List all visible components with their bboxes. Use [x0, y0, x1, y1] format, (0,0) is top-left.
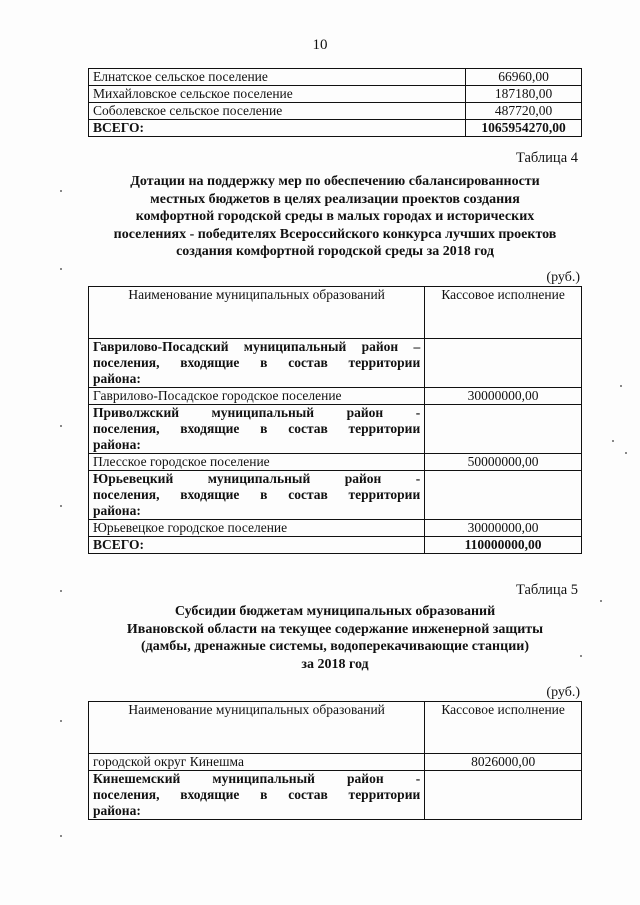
table4-unit: (руб.): [546, 270, 580, 285]
table-cell-name: Гаврилово-Посадское городское поселение: [89, 388, 425, 405]
scan-speck: [580, 655, 582, 657]
table-row: [89, 86, 582, 103]
district-line: района:: [93, 803, 141, 818]
district-line: Гаврилово-Посадский муниципальный район –: [93, 339, 421, 354]
scan-speck: [60, 720, 62, 722]
district-line: поселения, входящие в состав территории: [93, 421, 421, 436]
scan-speck: [60, 590, 62, 592]
scan-speck: [625, 452, 627, 454]
scan-speck: [60, 268, 62, 270]
district-cell: [89, 471, 425, 520]
table-row: [89, 103, 582, 120]
table-cell-name: городской округ Кинешма: [89, 754, 425, 771]
table-cell-value: 487720,00: [466, 103, 582, 120]
table-cell-value: 30000000,00: [425, 388, 582, 405]
table5-caption: Таблица 5: [515, 582, 578, 598]
column-header-name: Наименование муниципальных образований: [89, 702, 425, 754]
table-cell-name: Соболевское сельское поселение: [89, 103, 466, 120]
district-cell: [89, 771, 425, 820]
district-row: [89, 339, 582, 388]
table-header-row: [89, 702, 582, 754]
total-label: ВСЕГО:: [89, 120, 466, 137]
district-line: Приволжский муниципальный район -: [93, 405, 421, 420]
empty-cell: [425, 339, 582, 388]
total-value: 1065954270,00: [466, 120, 582, 137]
table4-title: [88, 173, 582, 261]
district-row: [89, 771, 582, 820]
district-line: поселения, входящие в состав территории: [93, 787, 421, 802]
district-line: района:: [93, 437, 141, 452]
total-row: [89, 537, 582, 554]
table-cell-value: 50000000,00: [425, 454, 582, 471]
title-line: поселениях - победителях Всероссийского конкурса лучших проектов: [113, 226, 557, 242]
table-cell-value: 8026000,00: [425, 754, 582, 771]
total-row: [89, 120, 582, 137]
scan-speck: [60, 190, 62, 192]
table3-tail: [88, 68, 582, 137]
total-value: 110000000,00: [425, 537, 582, 554]
title-line: Дотации на поддержку мер по обеспечению сбалансированности: [130, 174, 540, 189]
district-cell: [89, 405, 425, 454]
table5: [88, 701, 582, 820]
scan-speck: [620, 385, 622, 387]
table-row: [89, 520, 582, 537]
empty-cell: [425, 771, 582, 820]
table-cell-value: 187180,00: [466, 86, 582, 103]
page-number: 10: [312, 37, 328, 53]
district-line: района:: [93, 371, 141, 386]
column-header-value: Кассовое исполнение: [425, 702, 582, 754]
table4-caption: Таблица 4: [515, 150, 578, 166]
scan-speck: [60, 835, 62, 837]
table-header-row: [89, 287, 582, 339]
scan-speck: [612, 440, 614, 442]
total-label: ВСЕГО:: [89, 537, 425, 554]
scan-speck: [600, 600, 602, 602]
table5-unit: (руб.): [546, 685, 580, 700]
table-cell-value: 66960,00: [466, 69, 582, 86]
district-line: поселения, входящие в состав территории: [93, 487, 421, 502]
district-cell: [89, 339, 425, 388]
empty-cell: [425, 471, 582, 520]
table-row: [89, 454, 582, 471]
scan-speck: [60, 505, 62, 507]
title-line: Ивановской области на текущее содержание инженерной защиты: [126, 621, 544, 637]
scan-speck: [60, 425, 62, 427]
table-row: [89, 388, 582, 405]
district-line: поселения, входящие в состав территории: [93, 355, 421, 370]
table4: [88, 286, 582, 554]
title-line: комфортной городской среды в малых городах и исторических: [135, 209, 535, 224]
table-row: [89, 69, 582, 86]
district-line: Кинешемский муниципальный район -: [93, 771, 421, 786]
table-cell-value: 30000000,00: [425, 520, 582, 537]
table-row: [89, 754, 582, 771]
title-line: создания комфортной городской среды за 2018 год: [176, 244, 494, 259]
title-line: Субсидии бюджетам муниципальных образований: [174, 604, 496, 619]
district-line: Юрьевецкий муниципальный район -: [93, 471, 421, 486]
title-line: за 2018 год: [301, 656, 369, 672]
table5-title: [88, 603, 582, 673]
title-line: местных бюджетов в целях реализации проектов создания: [150, 191, 520, 207]
district-line: района:: [93, 503, 141, 518]
column-header-name: Наименование муниципальных образований: [89, 287, 425, 339]
column-header-value: Кассовое исполнение: [425, 287, 582, 339]
district-row: [89, 471, 582, 520]
table-cell-name: Плесское городское поселение: [89, 454, 425, 471]
table-cell-name: Елнатское сельское поселение: [89, 69, 466, 86]
table-cell-name: Юрьевецкое городское поселение: [89, 520, 425, 537]
district-row: [89, 405, 582, 454]
table-cell-name: Михайловское сельское поселение: [89, 86, 466, 103]
title-line: (дамбы, дренажные системы, водоперекачивающие станции): [140, 639, 529, 654]
empty-cell: [425, 405, 582, 454]
